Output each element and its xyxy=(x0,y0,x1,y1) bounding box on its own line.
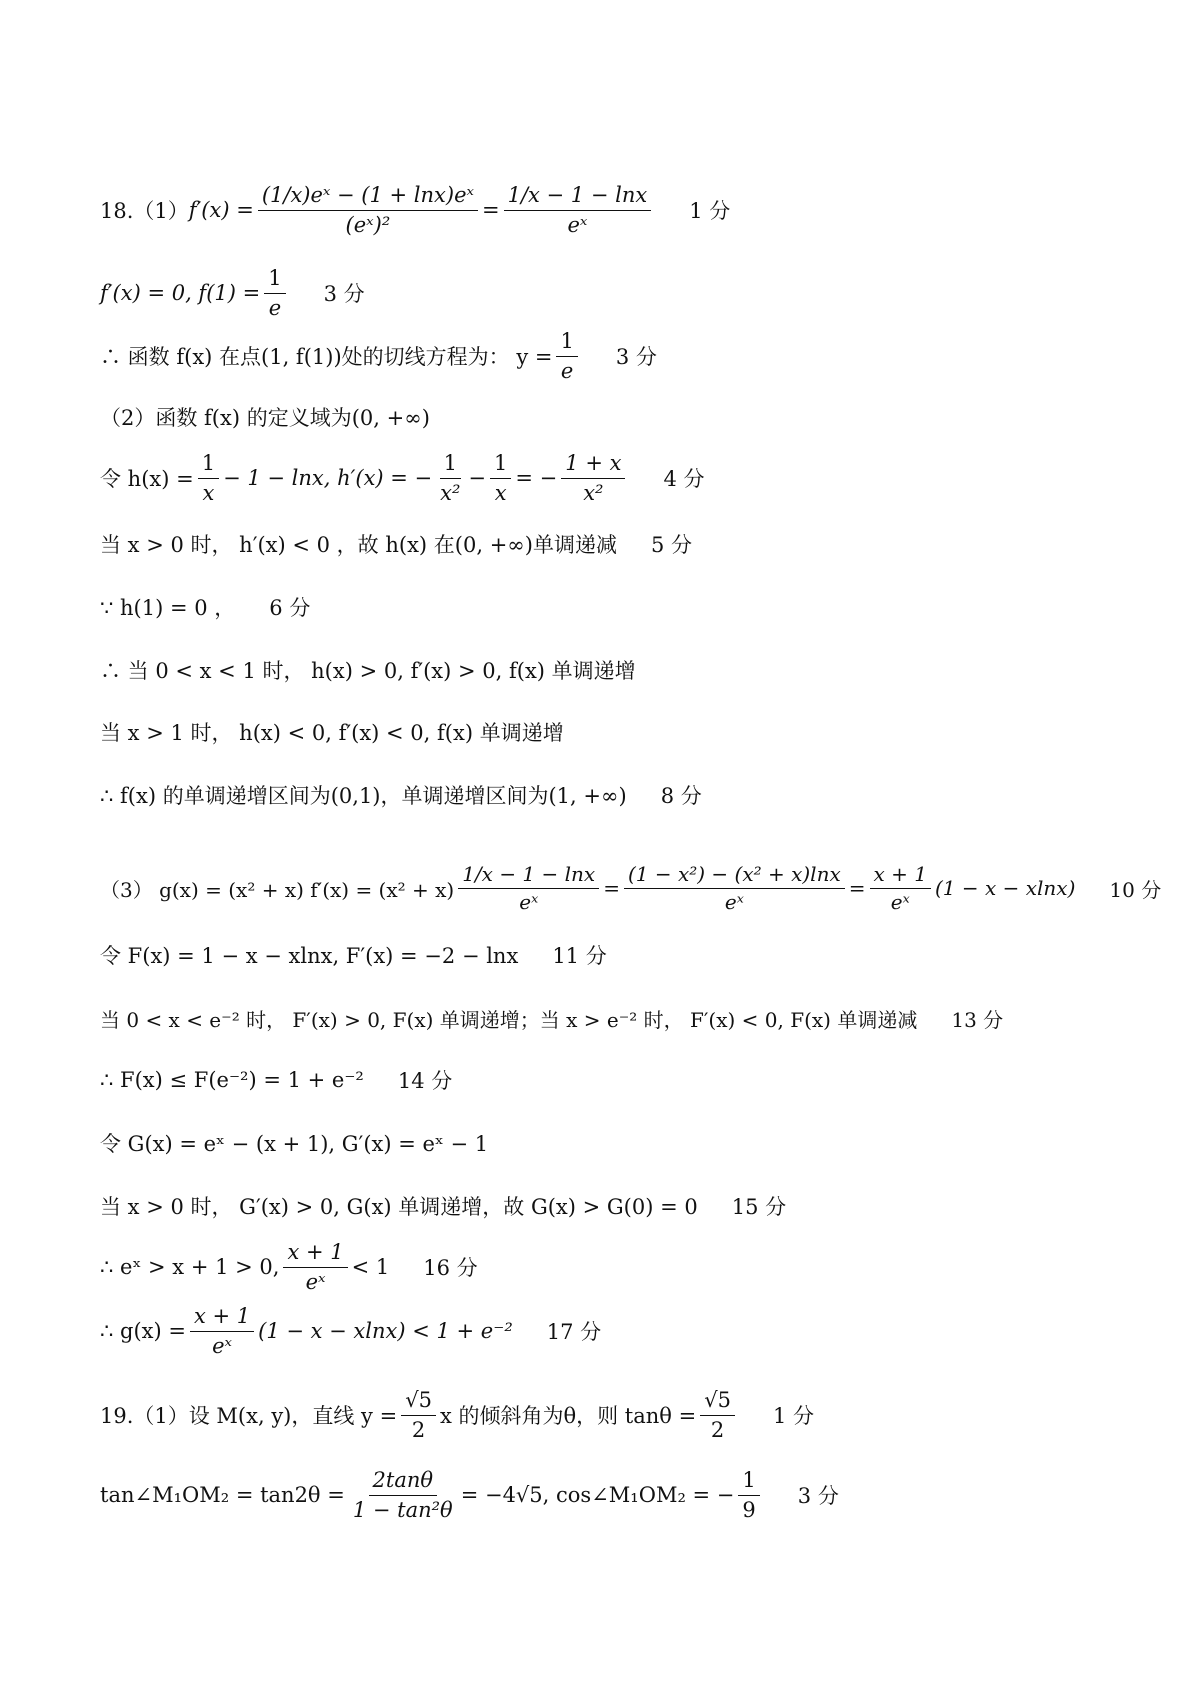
text: = − xyxy=(515,466,558,490)
fraction xyxy=(458,863,599,914)
solution-line xyxy=(100,712,564,752)
fraction xyxy=(283,1240,347,1293)
solution-line xyxy=(100,450,704,506)
text: ∴ g(x) = xyxy=(100,1319,186,1343)
fraction xyxy=(190,1304,254,1357)
fraction-denominator: eˣ xyxy=(212,1333,232,1358)
solution-line xyxy=(100,935,607,975)
fraction-numerator: 1 xyxy=(556,329,577,356)
score-label: 8 分 xyxy=(660,784,702,808)
fraction xyxy=(264,266,285,319)
score-label: 17 分 xyxy=(546,1320,602,1344)
fraction-denominator: eˣ xyxy=(519,889,539,914)
text: ∵ h(1) = 0 ， xyxy=(100,596,236,620)
fraction-numerator: 1 xyxy=(264,266,285,293)
solution-line xyxy=(100,587,310,627)
fraction-numerator: x + 1 xyxy=(283,1240,347,1267)
solution-line xyxy=(100,998,1003,1038)
score-label: 3 分 xyxy=(615,345,657,369)
text: − xyxy=(468,466,487,490)
score-label: 16 分 xyxy=(423,1256,478,1280)
score-label: 4 分 xyxy=(663,467,705,491)
score-label: 15 分 xyxy=(731,1195,787,1219)
text: 当 0 < x < e⁻² 时， F′(x) > 0, F(x) 单调递增；当 x > e⁻² 时， F′(x) < 0, F(x) 单调递减 xyxy=(100,1007,918,1032)
score-label: 1 分 xyxy=(689,199,731,223)
fraction-denominator: e xyxy=(560,358,574,383)
fraction-denominator: x² xyxy=(440,480,461,505)
fraction-denominator: x² xyxy=(583,480,604,505)
text: ∴ f(x) 的单调递增区间为(0,1)，单调递增区间为(1, +∞) xyxy=(100,784,627,808)
solution-line xyxy=(100,1382,814,1448)
text: 当 x > 1 时， h(x) < 0, f′(x) < 0, f(x) 单调递增 xyxy=(100,721,564,745)
fraction-denominator: 2 xyxy=(710,1417,725,1442)
fraction-numerator: 1 + x xyxy=(561,451,625,478)
solution-line xyxy=(100,1462,839,1528)
score-label: 6 分 xyxy=(269,596,311,620)
fraction xyxy=(436,451,464,504)
solution-line xyxy=(100,775,702,815)
fraction-numerator: 2tanθ xyxy=(369,1468,438,1495)
fraction-denominator: 2 xyxy=(411,1417,426,1442)
solution-line xyxy=(100,1123,488,1163)
score-label: 10 分 xyxy=(1109,877,1162,902)
fraction-numerator: √5 xyxy=(700,1388,735,1415)
solution-line xyxy=(100,524,692,564)
math-expression: f′(x) = 0, f(1) = xyxy=(100,281,261,305)
fraction xyxy=(700,1388,735,1441)
text: ∴ eˣ > x + 1 > 0, xyxy=(100,1255,280,1279)
fraction-denominator: eˣ xyxy=(890,889,910,914)
fraction-numerator: (1 − x²) − (x² + x)lnx xyxy=(624,863,845,889)
equals: = xyxy=(848,876,866,900)
fraction-numerator: 1/x − 1 − lnx xyxy=(504,183,652,210)
equals: = xyxy=(603,876,620,900)
fraction xyxy=(738,1468,759,1521)
fraction xyxy=(504,183,652,236)
solution-line xyxy=(100,650,636,690)
fraction xyxy=(349,1468,457,1521)
fraction-denominator: e xyxy=(268,295,282,320)
score-label: 3 分 xyxy=(323,282,365,306)
text: 令 F(x) = 1 − x − xlnx, F′(x) = −2 − lnx xyxy=(100,944,519,968)
score-label: 13 分 xyxy=(951,1007,1004,1032)
fraction xyxy=(401,1388,436,1441)
text: (1 − x − xlnx) < 1 + e⁻² xyxy=(258,1319,513,1343)
text: （2）函数 f(x) 的定义域为(0, +∞) xyxy=(100,406,430,430)
fraction-numerator: √5 xyxy=(401,1388,436,1415)
score-label: 1 分 xyxy=(772,1404,814,1428)
solution-line xyxy=(100,328,657,384)
fraction-denominator: eˣ xyxy=(567,212,588,237)
text: < 1 xyxy=(351,1255,390,1279)
problem-number: 18.（1） xyxy=(100,199,189,223)
score-label: 3 分 xyxy=(797,1484,839,1508)
text: ∴ F(x) ≤ F(e⁻²) = 1 + e⁻² xyxy=(100,1068,364,1092)
solution-line xyxy=(100,850,1161,926)
score-label: 11 分 xyxy=(552,944,607,968)
text: x 的倾斜角为θ，则 tanθ = xyxy=(439,1404,697,1428)
text: （3） g(x) = (x² + x) f′(x) = (x² + x) xyxy=(100,877,455,902)
fraction-numerator: 1 xyxy=(440,451,461,478)
text: 令 G(x) = eˣ − (x + 1), G′(x) = eˣ − 1 xyxy=(100,1132,489,1156)
solution-line xyxy=(100,1302,601,1360)
fraction-numerator: (1/x)eˣ − (1 + lnx)eˣ xyxy=(258,183,478,210)
solution-line xyxy=(100,265,365,321)
fraction xyxy=(490,451,511,504)
fraction xyxy=(561,451,625,504)
score-label: 14 分 xyxy=(397,1069,453,1093)
solution-line xyxy=(100,1238,478,1296)
fraction-denominator: x xyxy=(202,480,215,505)
text: 当 x > 0 时， h′(x) < 0 ，故 h(x) 在(0, +∞)单调递减 xyxy=(100,533,617,557)
fraction-denominator: eˣ xyxy=(724,889,744,914)
solution-line xyxy=(100,180,730,240)
fraction xyxy=(870,863,931,914)
fraction xyxy=(556,329,577,382)
score-label: 5 分 xyxy=(650,533,693,557)
fraction-numerator: x + 1 xyxy=(870,863,931,889)
fraction-denominator: 1 − tan²θ xyxy=(352,1497,453,1522)
text: ∴ 函数 f(x) 在点(1, f(1))处的切线方程为： y = xyxy=(100,345,553,369)
text: ∴ 当 0 < x < 1 时， h(x) > 0, f′(x) > 0, f(x) 单调递增 xyxy=(100,659,636,683)
text: − 1 − lnx, h′(x) = − xyxy=(223,466,433,490)
solution-line xyxy=(100,1060,452,1100)
equals: = xyxy=(481,198,500,222)
text: 令 h(x) = xyxy=(100,467,194,491)
fraction-denominator: (eˣ)² xyxy=(345,212,391,237)
fraction-numerator: 1 xyxy=(490,451,511,478)
fraction-denominator: eˣ xyxy=(305,1269,326,1294)
fraction-denominator: x xyxy=(494,480,507,505)
solution-line xyxy=(100,397,430,437)
fraction-numerator: 1 xyxy=(198,451,219,478)
text: tan∠M₁OM₂ = tan2θ = xyxy=(100,1483,345,1507)
fraction-numerator: 1/x − 1 − lnx xyxy=(458,863,599,889)
fraction-numerator: 1 xyxy=(738,1468,759,1495)
text: 当 x > 0 时， G′(x) > 0, G(x) 单调递增，故 G(x) > G(0) = 0 xyxy=(100,1195,698,1219)
fraction xyxy=(198,451,219,504)
fraction-denominator: 9 xyxy=(742,1497,756,1522)
fraction xyxy=(258,183,478,236)
text: 19.（1）设 M(x, y)，直线 y = xyxy=(100,1404,398,1428)
fraction xyxy=(624,863,845,914)
math-expression: f′(x) = xyxy=(188,198,254,222)
solution-line xyxy=(100,1186,786,1226)
text: (1 − x − xlnx) xyxy=(935,876,1076,900)
fraction-numerator: x + 1 xyxy=(190,1304,254,1331)
text: = −4√5, cos∠M₁OM₂ = − xyxy=(460,1483,735,1507)
